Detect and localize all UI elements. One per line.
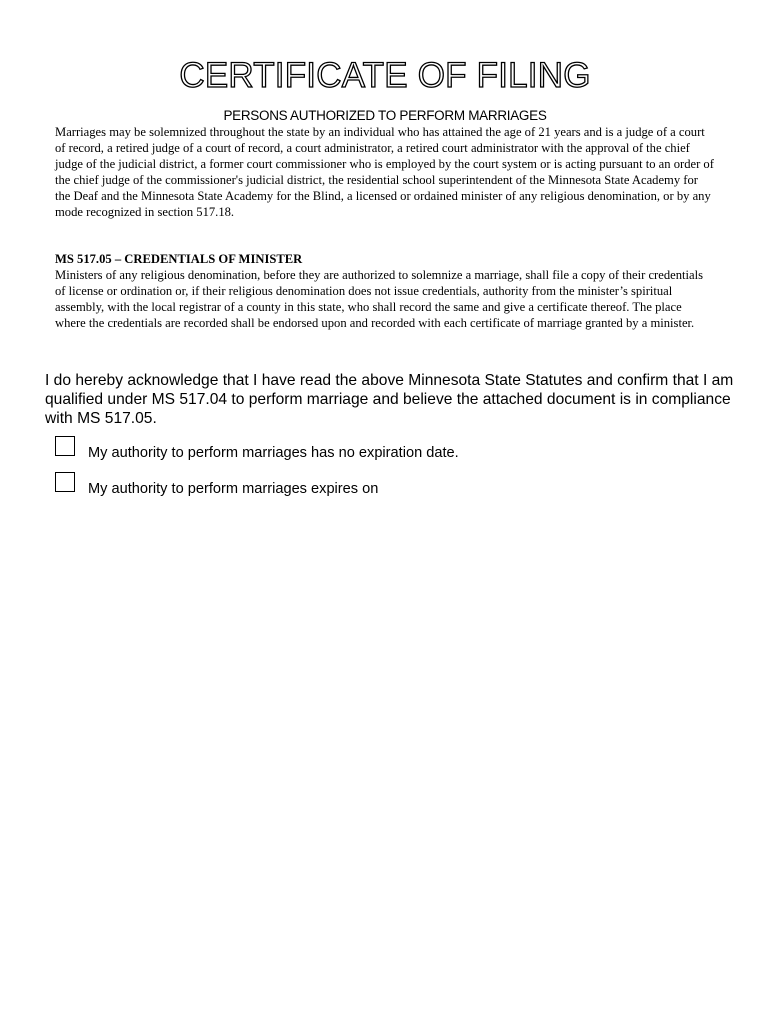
credentials-paragraph: Ministers of any religious denomination, before they are authorized to solemnize a marriage, shall file a copy of their credentials of license or ordination or, if their religious denomination does not issue credentials, authority from the minister’s spiritual assembly, with the local registrar of a county in this state, who shall record the same and give a certificate thereof. The place where the credentials are recorded shall be endorsed upon and recorded with each certificate of marriage granted by a minister.	[55, 268, 704, 330]
authorized-persons-paragraph: Marriages may be solemnized throughout the state by an individual who has attained the age of 21 years and is a judge of a court of record, a retired judge of a court of record, a court administrator, a retired court administrator with the approval of the chief judge of the judicial district, a former court commissioner who is employed by the court system or is acting pursuant to an order of the chief judge of the commissioner's judicial district, the residential school superintendent of the Minnesota State Academy for the Deaf and the Minnesota State Academy for the Blind, a licensed or ordained minister of any religious denomination, or by any mode recognized in section 517.18.	[55, 125, 714, 219]
document-title: CERTIFICATE OF FILING	[179, 56, 591, 95]
credentials-heading: MS 517.05 – CREDENTIALS OF MINISTER	[55, 252, 303, 266]
no-expiration-checkbox[interactable]	[55, 436, 75, 456]
expires-on-checkbox[interactable]	[55, 472, 75, 492]
expires-on-label: My authority to perform marriages expires on	[88, 481, 379, 497]
acknowledgement-statement: I do hereby acknowledge that I have read the above Minnesota State Statutes and confirm that I am qualified under MS 517.04 to perform marriage and believe the attached document is in compliance with MS 517.05.	[45, 372, 734, 427]
no-expiration-label: My authority to perform marriages has no expiration date.	[88, 445, 459, 461]
section-subtitle: PERSONS AUTHORIZED TO PERFORM MARRIAGES	[223, 108, 547, 123]
